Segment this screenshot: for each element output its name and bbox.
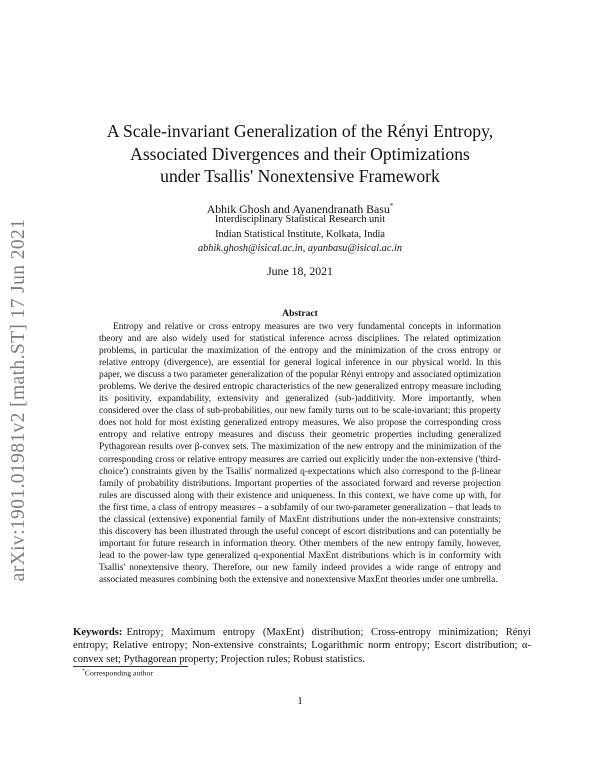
- abstract-body: Entropy and relative or cross entropy measures are two very fundamental concepts in information theory and are also widely used for statistical inference across disciplines. The related optimization problems, in particular the maximization of the entropy and the minimization of the cross entropy or relative entropy (divergence), are essential for general logical inference in our physical world. In this paper, we discuss a two parameter generalization of the popular Rényi entropy and associated optimization problems. We derive the desired entropic characteristics of the new generalized entropy measure including its positivity, expandability, extensivity and generalized (sub-)additivity. More importantly, when considered over the class of sub-probabilities, our new family turns out to be scale-invariant; this property does not hold for most existing generalized entropy measures. We also propose the corresponding cross entropy and relative entropy measures and discuss their geometric properties including generalized Pythagorean results over β-convex sets. The maximization of the new entropy and the minimization of the corresponding cross or relative entropy measures are carried out explicitly under the non-extensive ('third-choice') constraints given by the Tsallis' normalized q-expectations which also correspond to the β-linear family of probability distributions. Important properties of the associated forward and reverse projection rules are discussed along with their existence and uniqueness. In this context, we have come up with, for the first time, a class of entropy measures – a subfamily of our two-parameter generalization – that leads to the classical (extensive) exponential family of MaxEnt distributions under the non-extensive constraints; this discovery has been illustrated through the useful concept of escort distributions and can potentially be important for future research in information theory. Other members of the new entropy family, however, lead to the power-law type generalized q-exponential MaxEnt distributions which is in conformity with Tsallis' nonextensive theory. Therefore, our new family indeed provides a wide range of entropy and associated measures combining both the extensive and nonextensive MaxEnt theories under one umbrella.: [99, 322, 501, 585]
- author-names: Abhik Ghosh and Ayanendranath Basu: [206, 201, 390, 216]
- footnote: [82, 668, 153, 678]
- title-line-2: Associated Divergences and their Optimizations: [130, 143, 470, 164]
- arxiv-identifier-text: arXiv:1901.01981v2 [math.ST] 17 Jun 2021: [8, 218, 29, 582]
- title-line-3: under Tsallis' Nonextensive Framework: [160, 166, 440, 186]
- footnote-text: Corresponding author: [84, 668, 153, 678]
- footnote-mark: *: [82, 668, 85, 674]
- affiliation-institute: Indian Statistical Institute, Kolkata, India: [215, 228, 385, 240]
- author-footnote-mark: *: [389, 202, 394, 210]
- affiliation-block: [150, 213, 450, 257]
- affiliation-unit: Interdisciplinary Statistical Research unit: [214, 214, 386, 225]
- page-number: 1: [297, 696, 303, 707]
- arxiv-identifier-stamp: [4, 200, 34, 600]
- paper-title: [60, 120, 540, 188]
- footnote-divider: [73, 666, 188, 667]
- title-line-1: A Scale-invariant Generalization of the Rényi Entropy,: [106, 121, 494, 141]
- paper-date: June 18, 2021: [267, 264, 333, 278]
- author-emails: abhik.ghosh@isical.ac.in, ayanbasu@isical.ac.in: [198, 243, 402, 255]
- abstract-heading: Abstract: [282, 308, 318, 319]
- keywords-label: Keywords:: [73, 627, 123, 638]
- keywords-block: [73, 626, 531, 666]
- keywords-text: Entropy; Maximum entropy (MaxEnt) distribution; Cross-entropy minimization; Rényi entropy; Relative entropy; Non-extensive constraints; Logarithmic norm entropy; Escort distribution; α-convex set; Pythagorean property; Projection rules; Robust statistics.: [73, 627, 531, 665]
